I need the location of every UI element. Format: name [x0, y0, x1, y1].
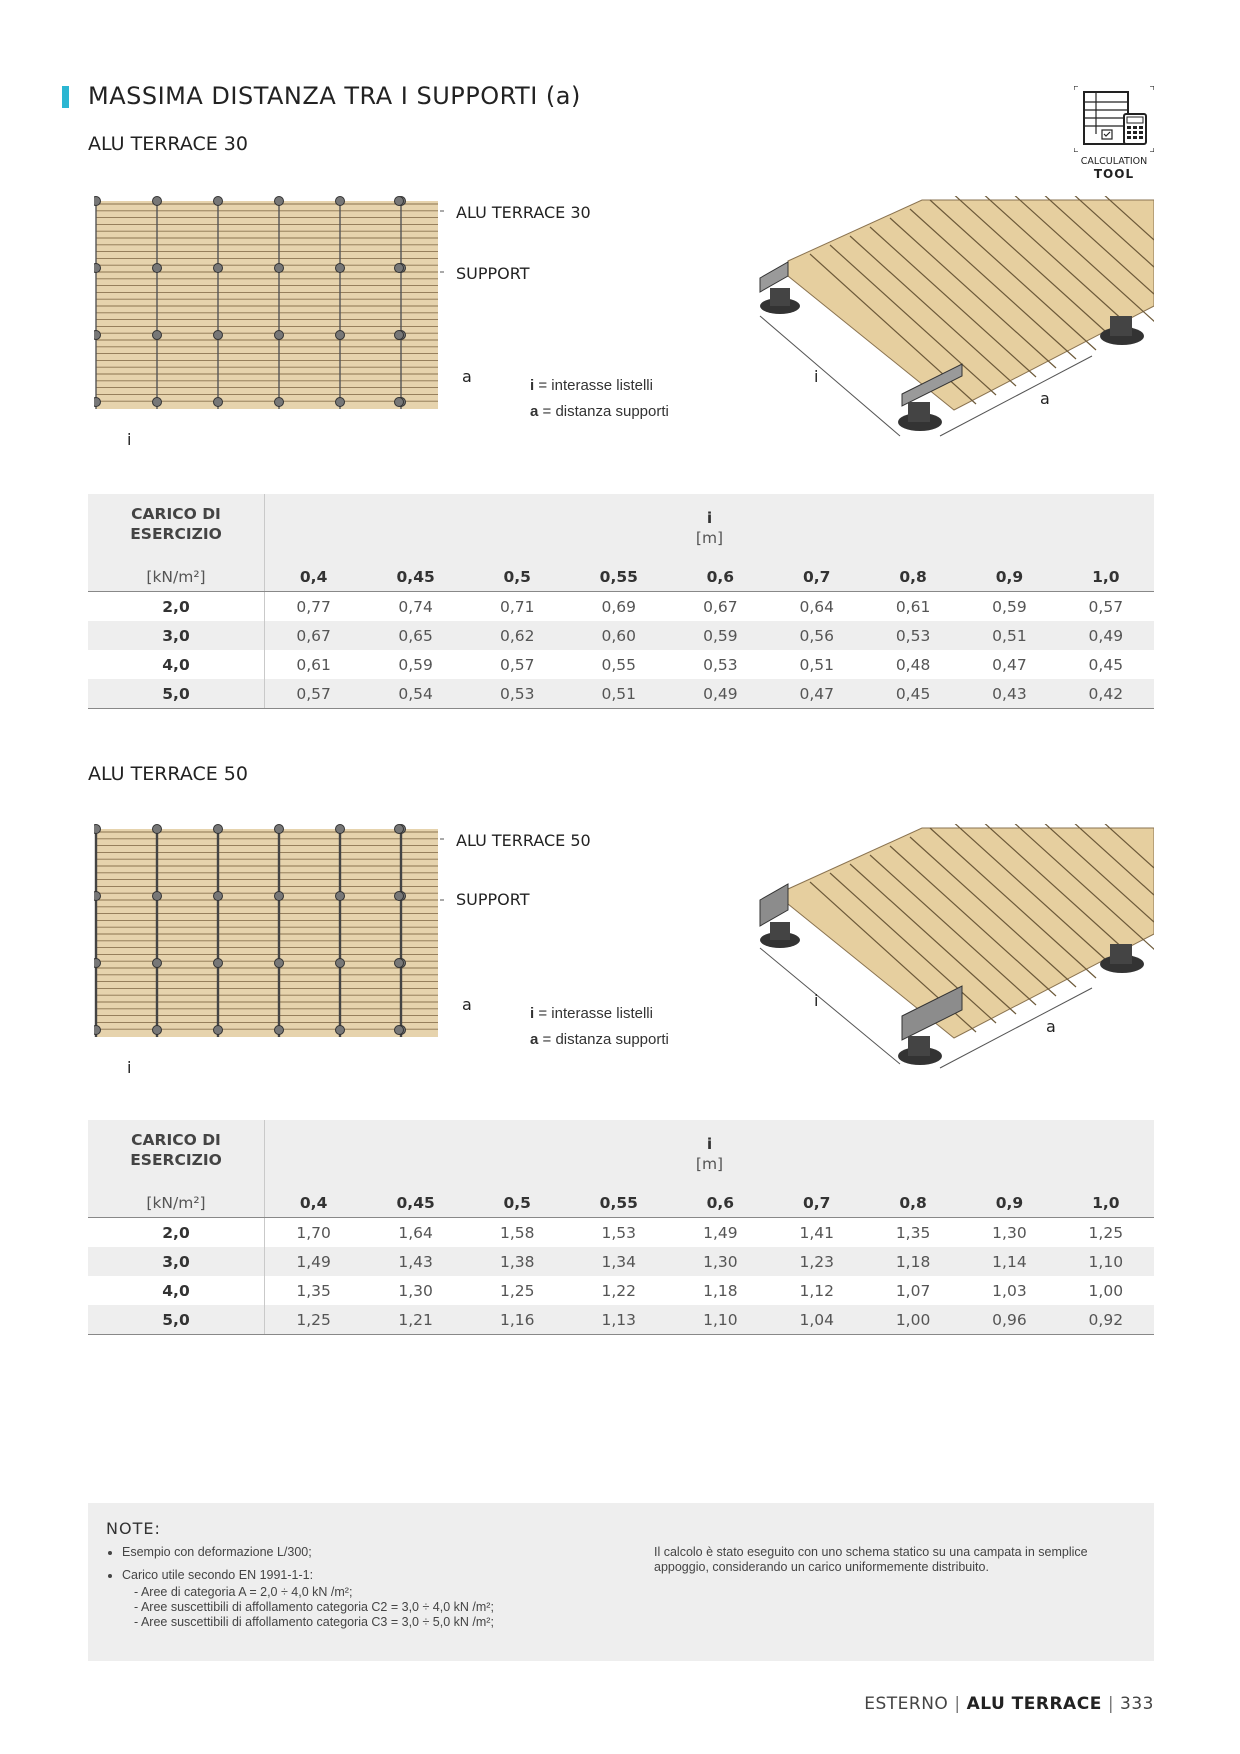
cell: 0,59	[672, 621, 768, 650]
row-load: 3,0	[88, 1247, 265, 1276]
legend-i: i = interasse listelli	[530, 377, 653, 394]
cell: 0,60	[565, 621, 672, 650]
cell: 1,41	[799, 1223, 834, 1242]
cell: 0,45	[865, 679, 961, 709]
support-pedestal	[395, 264, 404, 273]
support-pedestal	[153, 959, 162, 968]
cell: 0,53	[703, 655, 738, 674]
col-header: 0,5	[469, 562, 565, 592]
cell: 0,67	[703, 597, 738, 616]
col-header: 0,8	[865, 562, 961, 592]
notes-list	[106, 1545, 642, 1629]
support-pedestal	[395, 197, 404, 206]
row-load: 5,0	[88, 679, 265, 709]
support-pedestal	[153, 892, 162, 901]
legend	[530, 1001, 669, 1053]
cell: 0,59	[992, 597, 1027, 616]
title-accent-bar	[62, 86, 69, 108]
cell: 0,43	[961, 679, 1057, 709]
cell: 0,51	[961, 621, 1057, 650]
cell: 0,47	[769, 679, 865, 709]
support-pedestal	[275, 264, 284, 273]
cell: 1,10	[1058, 1247, 1154, 1276]
header-unit: [kN/m²]	[88, 562, 265, 592]
support-pedestal	[153, 1026, 162, 1035]
table-row	[88, 621, 1154, 650]
support-pedestal	[336, 264, 345, 273]
table-row	[88, 679, 1154, 709]
cell: 1,10	[672, 1305, 768, 1335]
col-header: 0,4	[265, 562, 363, 592]
cell: 0,96	[961, 1305, 1057, 1335]
cell: 1,22	[601, 1281, 637, 1300]
support-pedestal	[214, 331, 223, 340]
col-header: 0,7	[769, 562, 865, 592]
cell: 0,61	[895, 597, 931, 616]
row-load: 4,0	[88, 1276, 265, 1305]
calc-tool-line2: TOOL	[1093, 167, 1135, 181]
cell: 1,70	[296, 1223, 331, 1242]
isometric-view-alu-terrace-30	[752, 196, 1154, 446]
cell: 1,38	[469, 1247, 565, 1276]
cell: 1,12	[799, 1281, 834, 1300]
support-pedestal	[395, 825, 404, 834]
cell: 1,30	[672, 1247, 768, 1276]
row-load: 3,0	[88, 621, 265, 650]
load-table-alu-terrace-30	[88, 494, 1154, 709]
cell: 1,35	[895, 1223, 931, 1242]
cell: 0,45	[1088, 655, 1124, 674]
legend-a: a = distanza supporti	[530, 1031, 669, 1048]
support-pedestal	[336, 1026, 345, 1035]
table-row	[88, 1247, 1154, 1276]
iso-dimension-a-label: a	[1046, 1017, 1056, 1036]
support-pedestal	[94, 825, 101, 834]
col-header: 0,5	[469, 1188, 565, 1218]
support-pedestal	[336, 892, 345, 901]
cell: 0,92	[1058, 1305, 1154, 1335]
header-spacing: i [m]	[265, 494, 1155, 562]
legend	[530, 373, 669, 425]
cell: 1,25	[499, 1281, 535, 1300]
dimension-i-label: i	[127, 430, 132, 449]
support-pedestal	[94, 892, 101, 901]
cell: 1,21	[362, 1305, 469, 1335]
dimension-a-label: a	[462, 995, 472, 1014]
note-item: • Carico utile secondo EN 1991-1-1: - Aree di categoria A = 2,0 ÷ 4,0 kN /m²; - Aree suscettibili di affollamento categoria C2 = 3,0 ÷ 4,0 kN /m²; - Aree suscettibili di affollamento categoria C3 = 3,0 ÷ 5,0 kN /m²;	[122, 1568, 642, 1583]
plan-diagram-alu-terrace-50	[94, 824, 444, 1042]
cell: 1,18	[865, 1247, 961, 1276]
support-pedestal	[275, 398, 284, 407]
cell: 0,77	[296, 597, 331, 616]
notes-box	[88, 1503, 1154, 1661]
support-pedestal	[336, 398, 345, 407]
table-row	[88, 592, 1154, 622]
load-table-alu-terrace-50	[88, 1120, 1154, 1335]
section-title-alu-terrace-30: ALU TERRACE 30	[88, 133, 248, 155]
col-header: 0,8	[865, 1188, 961, 1218]
calculation-tool-badge[interactable]	[1074, 86, 1154, 182]
note-item: • Esempio con deformazione L/300;	[122, 1545, 642, 1560]
support-pedestal	[153, 825, 162, 834]
cell: 1,49	[265, 1247, 363, 1276]
support-pedestal	[336, 331, 345, 340]
cell: 1,35	[296, 1281, 331, 1300]
footer-product: ALU TERRACE	[966, 1694, 1102, 1714]
col-header: 0,45	[362, 1188, 469, 1218]
cell: 0,49	[1058, 621, 1154, 650]
cell: 1,30	[992, 1223, 1027, 1242]
support-pedestal	[275, 197, 284, 206]
support-pedestal	[214, 892, 223, 901]
support-pedestal	[275, 892, 284, 901]
cell: 0,57	[265, 679, 363, 709]
dimension-i-label: i	[127, 1058, 132, 1077]
cell: 1,34	[565, 1247, 672, 1276]
support-pedestal	[336, 825, 345, 834]
support-pedestal	[214, 959, 223, 968]
iso-dimension-a-label: a	[1040, 389, 1050, 408]
header-load-label: CARICO DI ESERCIZIO	[88, 1120, 265, 1188]
cell: 1,00	[865, 1305, 961, 1335]
legend-a: a = distanza supporti	[530, 403, 669, 420]
header-spacing: i [m]	[265, 1120, 1155, 1188]
cell: 0,51	[565, 679, 672, 709]
notes-title: NOTE:	[106, 1519, 161, 1538]
cell: 0,59	[398, 655, 433, 674]
calc-tool-line1: CALCULATION	[1080, 156, 1148, 167]
cell: 1,58	[499, 1223, 535, 1242]
support-pedestal	[214, 1026, 223, 1035]
cell: 1,64	[398, 1223, 433, 1242]
support-pedestal	[214, 825, 223, 834]
cell: 0,61	[296, 655, 331, 674]
cell: 0,64	[799, 597, 834, 616]
support-pedestal	[153, 331, 162, 340]
cell: 0,57	[1088, 597, 1124, 616]
label-support: SUPPORT	[456, 890, 530, 909]
support-pedestal	[94, 959, 101, 968]
table-row	[88, 1305, 1154, 1335]
note-subitem: - Aree suscettibili di affollamento categoria C3 = 3,0 ÷ 5,0 kN /m²;	[134, 1615, 494, 1629]
cell: 1,25	[1088, 1223, 1124, 1242]
cell: 0,62	[469, 621, 565, 650]
col-header: 1,0	[1058, 562, 1154, 592]
cell: 1,18	[703, 1281, 738, 1300]
cell: 1,49	[703, 1223, 738, 1242]
row-load: 4,0	[88, 650, 265, 679]
plan-diagram-alu-terrace-30	[94, 196, 444, 414]
label-profile: ALU TERRACE 30	[456, 203, 591, 222]
support-pedestal	[395, 331, 404, 340]
cell: 0,47	[992, 655, 1027, 674]
row-load: 2,0	[88, 592, 265, 622]
support-pedestal	[153, 398, 162, 407]
legend-i: i = interasse listelli	[530, 1005, 653, 1022]
cell: 0,69	[601, 597, 637, 616]
label-profile: ALU TERRACE 50	[456, 831, 591, 850]
support-pedestal	[153, 264, 162, 273]
section-title-alu-terrace-50: ALU TERRACE 50	[88, 763, 248, 785]
dimension-a-label: a	[462, 367, 472, 386]
note-subitem: - Aree suscettibili di affollamento categoria C2 = 3,0 ÷ 4,0 kN /m²;	[134, 1600, 494, 1614]
cell: 1,30	[398, 1281, 433, 1300]
support-pedestal	[275, 331, 284, 340]
support-pedestal	[336, 197, 345, 206]
row-load: 2,0	[88, 1218, 265, 1248]
col-header: 0,4	[265, 1188, 363, 1218]
col-header: 0,7	[769, 1188, 865, 1218]
cell: 1,07	[895, 1281, 931, 1300]
cell: 0,74	[398, 597, 433, 616]
table-row	[88, 1218, 1154, 1248]
cell: 0,55	[601, 655, 637, 674]
cell: 0,42	[1058, 679, 1154, 709]
label-support: SUPPORT	[456, 264, 530, 283]
iso-dimension-i-label: i	[814, 991, 819, 1010]
cell: 1,14	[961, 1247, 1057, 1276]
col-header: 0,9	[961, 562, 1057, 592]
page-number: 333	[1120, 1694, 1154, 1714]
isometric-view-alu-terrace-50	[752, 824, 1154, 1074]
support-pedestal	[395, 398, 404, 407]
header-load-label: CARICO DI ESERCIZIO	[88, 494, 265, 562]
support-pedestal	[153, 197, 162, 206]
cell: 0,53	[469, 679, 565, 709]
support-pedestal	[94, 331, 101, 340]
support-pedestal	[395, 959, 404, 968]
header-unit: [kN/m²]	[88, 1188, 265, 1218]
cell: 0,54	[362, 679, 469, 709]
row-load: 5,0	[88, 1305, 265, 1335]
iso-dimension-i-label: i	[814, 367, 819, 386]
cell: 0,51	[799, 655, 834, 674]
cell: 1,53	[601, 1223, 637, 1242]
spreadsheet-calculator-icon	[1074, 86, 1154, 152]
col-header: 0,6	[672, 1188, 768, 1218]
support-pedestal	[94, 398, 101, 407]
support-pedestal	[275, 825, 284, 834]
cell: 1,23	[769, 1247, 865, 1276]
support-pedestal	[275, 1026, 284, 1035]
cell: 1,00	[1088, 1281, 1124, 1300]
col-header: 0,6	[672, 562, 768, 592]
cell: 1,13	[565, 1305, 672, 1335]
support-pedestal	[94, 197, 101, 206]
table-row	[88, 650, 1154, 679]
table-row	[88, 1276, 1154, 1305]
col-header: 1,0	[1058, 1188, 1154, 1218]
support-pedestal	[275, 959, 284, 968]
cell: 0,56	[769, 621, 865, 650]
cell: 1,04	[769, 1305, 865, 1335]
footer-section: ESTERNO	[864, 1694, 949, 1714]
cell: 1,43	[362, 1247, 469, 1276]
support-pedestal	[94, 1026, 101, 1035]
note-subitem: - Aree di categoria A = 2,0 ÷ 4,0 kN /m²;	[134, 1585, 353, 1599]
support-pedestal	[395, 1026, 404, 1035]
col-header: 0,55	[565, 1188, 672, 1218]
support-pedestal	[214, 264, 223, 273]
cell: 1,16	[469, 1305, 565, 1335]
cell: 0,48	[895, 655, 931, 674]
col-header: 0,45	[362, 562, 469, 592]
cell: 1,25	[265, 1305, 363, 1335]
col-header: 0,55	[565, 562, 672, 592]
cell: 1,03	[992, 1281, 1027, 1300]
page-footer: ESTERNO | ALU TERRACE | 333	[864, 1694, 1154, 1714]
cell: 0,71	[499, 597, 535, 616]
support-pedestal	[336, 959, 345, 968]
support-pedestal	[214, 197, 223, 206]
cell: 0,57	[499, 655, 535, 674]
cell: 0,49	[672, 679, 768, 709]
support-pedestal	[214, 398, 223, 407]
cell: 0,53	[865, 621, 961, 650]
support-pedestal	[395, 892, 404, 901]
cell: 0,67	[265, 621, 363, 650]
cell: 0,65	[362, 621, 469, 650]
notes-calculation-text: Il calcolo è stato eseguito con uno schema statico su una campata in semplice appoggio, considerando un carico uniformemente distribuito.	[654, 1545, 1088, 1574]
col-header: 0,9	[961, 1188, 1057, 1218]
page-title: MASSIMA DISTANZA TRA I SUPPORTI (a)	[88, 82, 581, 110]
support-pedestal	[94, 264, 101, 273]
